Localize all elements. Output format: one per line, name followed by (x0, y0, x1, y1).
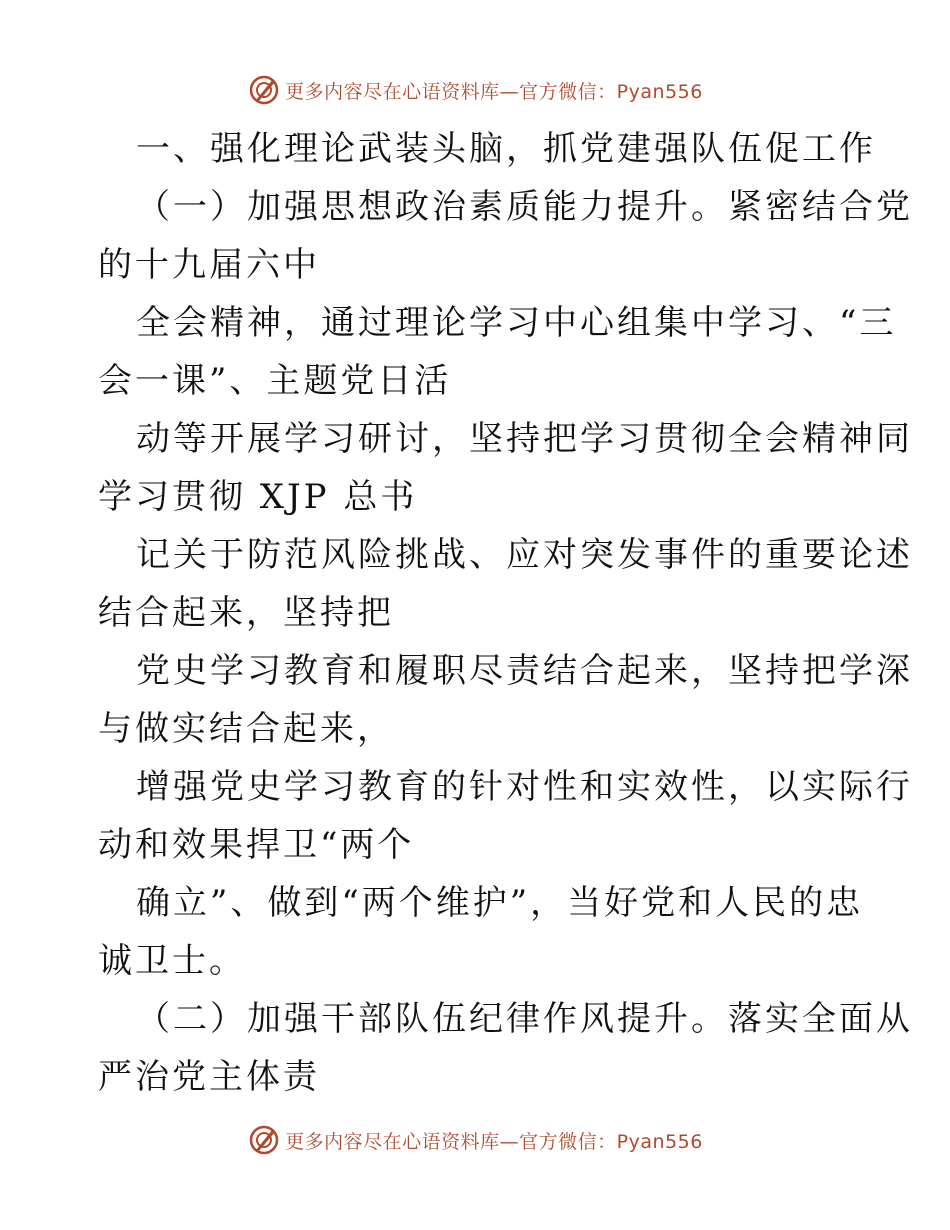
document-body (98, 120, 913, 1106)
text-line: 的十九届六中 (98, 245, 320, 285)
footer-watermark-banner (0, 1120, 950, 1160)
text-line: 动和效果捍卫“两个 (98, 825, 415, 865)
text-line: 结合起来，坚持把 (98, 593, 394, 633)
text-line: （二）加强干部队伍纪律作风提升。落实全面从 (136, 999, 913, 1039)
text-line: 记关于防范风险挑战、应对突发事件的重要论述 (136, 535, 913, 575)
text-line: 党史学习教育和履职尽责结合起来，坚持把学深 (136, 651, 913, 691)
text-line: 诚卫士。 (98, 941, 246, 981)
watermark-text: 更多内容尽在心语资料库—官方微信：Pyan556 (285, 1130, 703, 1153)
text-line: 增强党史学习教育的针对性和实效性，以实际行 (136, 767, 913, 807)
text-line: 严治党主体责 (98, 1057, 320, 1097)
quill-logo-icon (247, 1123, 281, 1157)
text-line: 与做实结合起来， (98, 709, 394, 749)
text-line: （一）加强思想政治素质能力提升。紧密结合党 (136, 187, 913, 227)
text-line: 一、强化理论武装头脑，抓党建强队伍促工作 (136, 129, 876, 169)
text-line: 会一课”、主题党日活 (98, 361, 452, 401)
text-line: 学习贯彻 XJP 总书 (98, 477, 418, 517)
text-line: 动等开展学习研讨，坚持把学习贯彻全会精神同 (136, 419, 913, 459)
text-line: 确立”、做到“两个维护”，当好党和人民的忠 (136, 883, 864, 923)
quill-logo-icon (247, 73, 281, 107)
header-watermark-banner (0, 70, 950, 110)
text-line: 全会精神，通过理论学习中心组集中学习、“三 (136, 303, 897, 343)
watermark-text: 更多内容尽在心语资料库—官方微信：Pyan556 (285, 80, 703, 103)
